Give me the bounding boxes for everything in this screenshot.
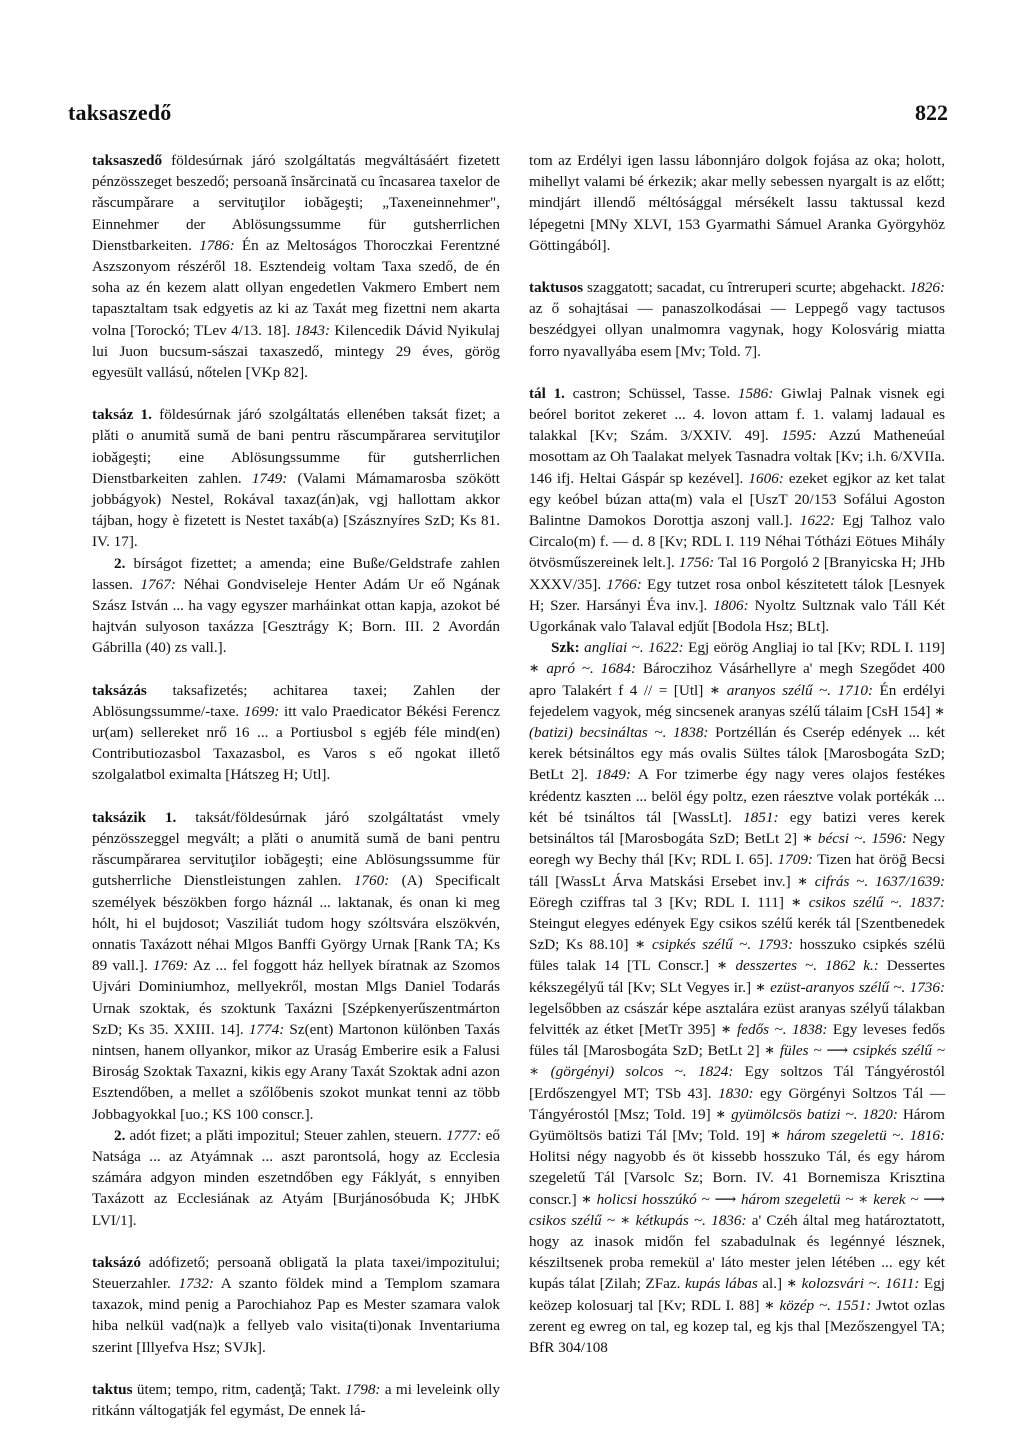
phrase: cifrás ~. [814,872,869,890]
citation: ezeket egjkor az ket talat egy keóbel búzan atta(m) vala el [UszT 20/153 Sofálui Agoston Balintne Damokos Dorottja aszonj vall.]. [529,469,945,530]
phrase: ezüst-aranyos szélű ~. [770,978,906,996]
year: 1736: [909,978,946,996]
headword: taksázik [92,808,147,826]
running-head-word: taksaszedő [68,100,172,125]
entry-tal-compounds [529,637,945,1358]
citation: Sz(ent) Martonon különben Taxás nintsen, hanem ollyankor, mikor az Uraság Emberire esik a Falusi Biroság Szoktak Taxazni, kikis egy Arany Taxát Szoktak adni azon Esztendőben, a mellet a szőlőbenis szokot munkat tenni az több Jobbagyokkal [uo.; KS 100 conscr.]. [92,1020,500,1123]
citation: Én az Meltoságos Thoroczkai Ferentzné Aszszonyom részéről 18. Esztendeig voltam Taxa szedő, de én soha az én kezem alatt ollyan engedetlen Vakmero Embert nem tapasztaltam tsak edgyetis az ki az Taxát meg fizettni nem akarta volna [Torockó; TLev 4/13. 18]. [92,236,500,339]
headword: taksázó [92,1253,141,1271]
citation: Holitsi négy nagyobb és öt kissebb hosszuko Tál, és egy három szegeletű Tál [Varsolc Sz; Born. IV. 41 Bornemisza Krisztina conscr.] [529,1148,945,1208]
citation: Három Gyümöltsös batizi Tál [Mv; Told. 19] [529,1105,945,1144]
citation: a' Czéh által meg határoztatott, hogy az inasok midőn fel szabadulnak és legénnyé lésznek, késziltsenek proba remekül a' láto mester jelen létében ... egy két kupás tálat [Zilah; ZFaz. [529,1211,945,1293]
citation: Egj Talhoz valo Circalo(m) f. — d. 8 [Kv; RDL I. 119 Néhai Tótházi Eötues Mihály ötvösműszereinek lelt.]. [529,512,945,572]
running-head [68,100,948,130]
citation: Egy leveses fedős füles tál [Marosbogáta SzD; BetLt 2] [529,1020,946,1060]
headword: taksaszedő [92,152,163,169]
entry-taktus-continuation [529,150,945,256]
year: 1798: [345,1380,381,1398]
left-column [92,150,500,1421]
phrase: aranyos szélű ~. [726,681,832,699]
citation: egy batizi veres kerek betsináltos tál [Marosbogáta SzD; BetLt 2] [529,808,945,848]
citation: Kilencedik Dávid Nyikulaj lui Juon bucsum-sászai taxaszedő, mintegy 29 éves, görög egyesült vallású, nőtelen [VKp 82]. [92,321,500,382]
phrase: bécsi ~. [817,830,867,848]
citation: Dessertes kékszegélyű tál [Kv; SLt Vegyes ir.] [529,957,945,996]
phrase: desszertes ~. [735,957,817,975]
year: 1777: [446,1126,482,1144]
citation: A szanto földek mind a Templom szamara taxazok, mind penig a Parochiahoz Pap es Mester szamara valok hiba nelkül vad(na)k a fellyeb valo visita(ti)onak Inventariuma szerint [Illyefva Hsz; SVJk]. [92,1274,500,1356]
year: 1637/1639: [875,872,946,890]
citation: Nyoltz Sultznak valo Táll Két Ugorkának valo Talaval edjűt [Bodola Hsz; BLt]. [529,596,946,636]
asterisk-separator: ∗ [797,872,808,890]
definition: adót fizet; a plǎti impozitul; Steuer zahlen, steuern. [125,1126,447,1144]
citation: (A) Specificalt személyek bészökben forgo háznál ... laktanak, és onan ki meg hólt, hi el bujdosot; Vasziliát tudom hogy szóltsvára elszökvén, onnatis Taxázott néhai Mlgos Banffi György Urnak [Rank TA; Ks 89 vall.]. [92,872,500,975]
citation: Egy tutzet rosa onbol készitetett tálok [Lesnyek H; Szer. Harsányi Éva inv.]. [529,575,945,614]
phrase: gyümölcsös batizi ~. [731,1105,858,1123]
year: 1830: [718,1084,754,1102]
phrase: angliai ~. [584,639,644,657]
definition: szaggatott; sacadat, cu întreruperi scurte; abgehackt. [583,279,910,297]
citation: itt valo Praedicator Békési Ferencz ur(am) sellereket nrő 16 ... a Portiusbol s egjéb féle mind(en) Contributiozasbol Taxazasbol, es Varos s eő ngokat illető szolgalatbol eximalta [Hátszeg H; Utl]. [92,702,501,784]
headword: tál [529,384,546,402]
year: 1596: [871,830,907,848]
citation: eő Natsága ... az Atyámnak ... aszt parontsolá, hogy az Ecclesia számára adgyon minden eszetndőben egy Fáklyát, s ennyiben Taxázott az Ecclesiának az Atyám [Burjánosóbuda K; JHbK LVI/1]. [92,1126,500,1229]
year: 1760: [353,872,390,890]
definition: ütem; tempo, ritm, cadenţǎ; Takt. [132,1380,346,1398]
entry-taktus [92,1379,500,1421]
entry-tal [529,383,945,637]
headword: taksázás [92,681,147,699]
definition: bírságot fizettet; a amenda; eine Buße/Geldstrafe zahlen lassen. [92,554,500,593]
citation: Steingut elegyes edények Egy csikos szélű kerék tál [Szentbenedek SzD; Ks 88.10] [529,914,945,954]
definition: taksafizetés; achitarea taxei; Zahlen der Ablösungssumme/-taxe. [92,681,500,720]
page-number: 822 [915,100,948,125]
year: 1766: [606,575,642,593]
year: 1622: [648,639,684,657]
year: 1862 k.: [824,957,879,975]
year: 1732: [178,1274,214,1292]
year: 1699: [243,702,280,720]
sense-number: 1. [545,384,565,402]
phrase: kupás lábas [684,1275,758,1293]
asterisk-separator: ∗ [634,936,646,954]
year: 1709: [777,851,813,869]
year: 1806: [713,596,749,614]
phrase: (batizi) becsináltas ~. [529,724,667,742]
asterisk-separator: ∗ [934,702,945,720]
phrase: fedős ~. [737,1020,787,1038]
year: 1749: [251,469,288,487]
phrase: apró ~. [546,660,594,678]
asterisk-separator: ∗ [721,1020,732,1038]
definition: taksát/földesúrnak járó szolgáltatást vmely pénzösszeggel megvált; a plǎti o anumitǎ sumǎ de bani pentru rǎscumpǎrarea servituţilor iobǎgeşti; eine Ablösungssumme für gutsherrliche Dienstleistungen zahlen. [92,808,500,890]
citation: az ő sohajtásai — panaszolkodásai — Leppegő vagy tactusos beszédgyei ollyan unalmomra vagynak, hogy Kolosvárig miatta forro nyavallyába esem [Mv; Told. 7]. [529,300,945,360]
citation: Giwlaj Palnak visnek egi beórel boritot zekeret ... 4. lovon attam f. 1. valamj ladaual es talakkal [Kv; Szám. 3/XXIV. 49]. [529,384,945,445]
citation: Egj eörög Angliaj io tal [Kv; RDL I. 119] [683,639,945,657]
asterisk-separator: ∗ [717,957,728,975]
text [868,873,875,890]
citation: Tizen hat öröğ Becsi táll [WassLt Árva Matskási Ersebet inv.] [529,851,945,890]
year: 1816: [909,1126,946,1144]
year: 1684: [600,660,637,678]
year: 1769: [152,957,189,975]
year: 1756: [678,554,715,572]
text [808,873,815,890]
entry-taktusos [529,277,945,362]
year: 1849: [595,766,631,784]
citation: Portzéllán és Cserép edények ... két kerek bétsináltos egy más ovalis Sültes tálok [Marosbogáta SzD; BetLt 2]. [529,724,945,784]
citation: legelsőbben az császár képe asztalára ezüst aranyas szélyű tálakban felvitték az étket [MetTr 395] [529,999,945,1038]
year: 1606: [748,469,784,487]
year: 1586: [737,384,774,402]
citation: (Valami Mámamarosba szökött jobbágyok) Nestel, Rokával taxaz(án)ak, vgj hallottam akkor tájban, hogy è fizetett is Nestet taxáb(a) [Szásznyíres SzD; Ks 81. IV. 17]. [92,469,500,551]
entry-taksazas [92,680,500,786]
asterisk-separator: ∗ [764,1296,775,1314]
citation: A For tzimerbe égy nagy veres olajos festékes krédentz kaszten ... belöl égy poltz, ezen ráesztve volak portékák ... két bé tsináltos tál [WassLt]. [529,766,945,826]
definition: adófizető; persoanǎ obligatǎ la plata taxei/impozitului; Steuerzahler. [92,1253,500,1292]
asterisk-separator: ∗ [581,1190,592,1208]
text [817,957,825,974]
text [594,660,601,677]
phrase: holicsi hosszúkó ~ ⟶ három szegeletü ~ ∗ kerek ~ ⟶ csikos szélű ~ ∗ kétkupás ~. [529,1190,946,1229]
year: 1622: [799,512,836,530]
asterisk-separator: ∗ [802,830,813,848]
year: 1826: [909,279,945,297]
headword: taksáz [92,406,134,424]
year: 1710: [837,681,873,699]
entry-taksaszedo [92,150,500,383]
citation: Bároczihoz Vásárhellyre a' megh Szegődet 400 apro Talakért f 4 // = [Utl] [529,660,946,699]
year: 1851: [743,808,779,826]
phrase: kolozsvári ~. [801,1275,881,1293]
asterisk-separator: ∗ [764,1042,776,1060]
year: 1824: [697,1063,734,1081]
entry-taksazo [92,1252,500,1358]
sense-number: 1. [133,406,152,424]
year: 1838: [673,724,709,742]
citation: Jwtot ozlas zerent eg ewreg on tal, eg kozep tal, eg kjs thal [Mezőszengyel TA; BfR 304/108 [529,1296,945,1356]
year: 1837: [909,893,945,911]
phrase: csipkés szélű ~. [651,936,752,954]
citation: al.] [757,1275,787,1293]
citation: Egj keözep kolosuarj tal [Kv; RDL I. 88] [529,1275,946,1314]
compound-label: Szk: [551,639,580,657]
entry-taksaz [92,404,500,658]
year: 1595: [781,427,817,445]
citation: Tal 16 Porgoló 2 [Branyicska H; JHb XXXV/35]. [529,554,945,593]
year: 1843: [294,321,331,339]
asterisk-separator: ∗ [715,1105,727,1123]
definition: földesúrnak járó szolgáltatás megváltásáért fizetett pénzösszeget beszedő; persoanǎ însǎrcinatǎ cu încasarea taxelor de rǎscumpǎrare a servituţilor iobǎgeşti; „Taxeneinnehmer", Einnehmer der Ablösungssumme für gutsherrlichen Dienstbarkeiten. [92,152,500,254]
phrase: füles ~ ⟶ csipkés szélű ~ ∗ (görgényi) solcos ~. [529,1042,945,1081]
text [902,894,909,911]
citation: Eöregh cziffras tal 3 [Kv; RDL I. 111] [529,893,792,911]
headword: taktusos [529,279,584,297]
phrase: közép ~. [779,1296,831,1314]
sense-number: 1. [146,808,177,826]
citation: Negy eoregh wy Bechy thál [Kv; RDL I. 65]. [529,830,945,869]
year: 1793: [757,936,794,954]
year: 1774: [248,1020,285,1038]
citation: Én erdélyi fejedelem vagyok, még sincsenek aranyas szélű tálaim [CsH 154] [529,681,946,720]
year: 1836: [711,1211,747,1229]
asterisk-separator: ∗ [791,893,802,911]
entry-taksazik [92,807,500,1231]
text [687,1063,698,1080]
phrase: csikos szélű ~. [808,893,903,911]
citation: hosszuko csipkés szélü füles talak 14 [TL Conscr.] [529,936,946,975]
right-column [529,150,945,1358]
citation: egy Görgényi Soltzos Tál — Tángyérostól [Msz; Told. 19] [529,1084,946,1123]
definition: castron; Schüssel, Tasse. [564,384,738,402]
asterisk-separator: ∗ [755,978,766,996]
asterisk-separator: ∗ [529,660,540,678]
year: 1786: [199,236,235,254]
citation: a mi leveleink olly ritkánn váltogatják fel egymást, De ennek lá- [92,1380,500,1419]
year: 1767: [140,575,176,593]
citation: Egy soltzos Tál Tángyérostól [Erdőszengyel MT; TSb 43]. [529,1063,945,1102]
year: 1551: [835,1296,872,1314]
text [802,894,809,911]
phrase: három szegeletü ~. [786,1126,905,1144]
sense-number: 2. [114,1126,126,1144]
citation: Az ... fel foggott ház hellyek bíratnak az Szomos Ujvári Dominiumhoz, mellyekről, mostan Mlgs Daniel Todarás Urnak szoktak, és szoktunk Taxázni [Szépkenyerűszentmárton SzD; Ks 35. XXIII. 14]. [92,957,500,1038]
year: 1838: [792,1020,828,1038]
asterisk-separator: ∗ [770,1126,782,1144]
citation: tom az Erdélyi igen lassu lábonnjáro dolgok fojása az oka; holott, mihellyt valami bé érkezik; akar melly sebessen nyargalt is az előtt; mindjárt illendő méltósággal mérsékelt lassu taktussal kezd lépegetni [MNy XLVI, 153 Gyarmathi Sámuel Aranka Györgyhöz Göttingából]. [529,152,945,254]
headword: taktus [92,1380,133,1398]
asterisk-separator: ∗ [786,1275,798,1293]
sense-number: 2. [114,554,126,572]
year: 1611: [885,1275,920,1293]
year: 1820: [862,1105,898,1123]
asterisk-separator: ∗ [709,681,721,699]
citation: Azzú Matheneúal mosottam az Oh Taalakat melyek Tasnadra voltak [Kv; i.h. 6/XVIIa. 146 ifj. Heltai Gáspár sp kezével]. [529,427,945,487]
definition: földesúrnak járó szolgáltatás ellenében taksát fizet; a plǎti o anumitǎ sumǎ de bani pentru rǎscumpǎrarea servituţilor iobǎgeşti; eine Ablösungssumme für gutsherrlichen Dienstbarkeiten zahlen. [92,406,500,487]
citation: Néhai Gondviseleje Henter Adám Ur eő Ngának Szász István ... ha vagy egyszer marháinkat ottan kapja, azokot bé hajtván sulyoson taxázza [Gesztrágy K; Born. III. 2 Avordán Gábrilla (40) zs vall.]. [92,575,500,657]
